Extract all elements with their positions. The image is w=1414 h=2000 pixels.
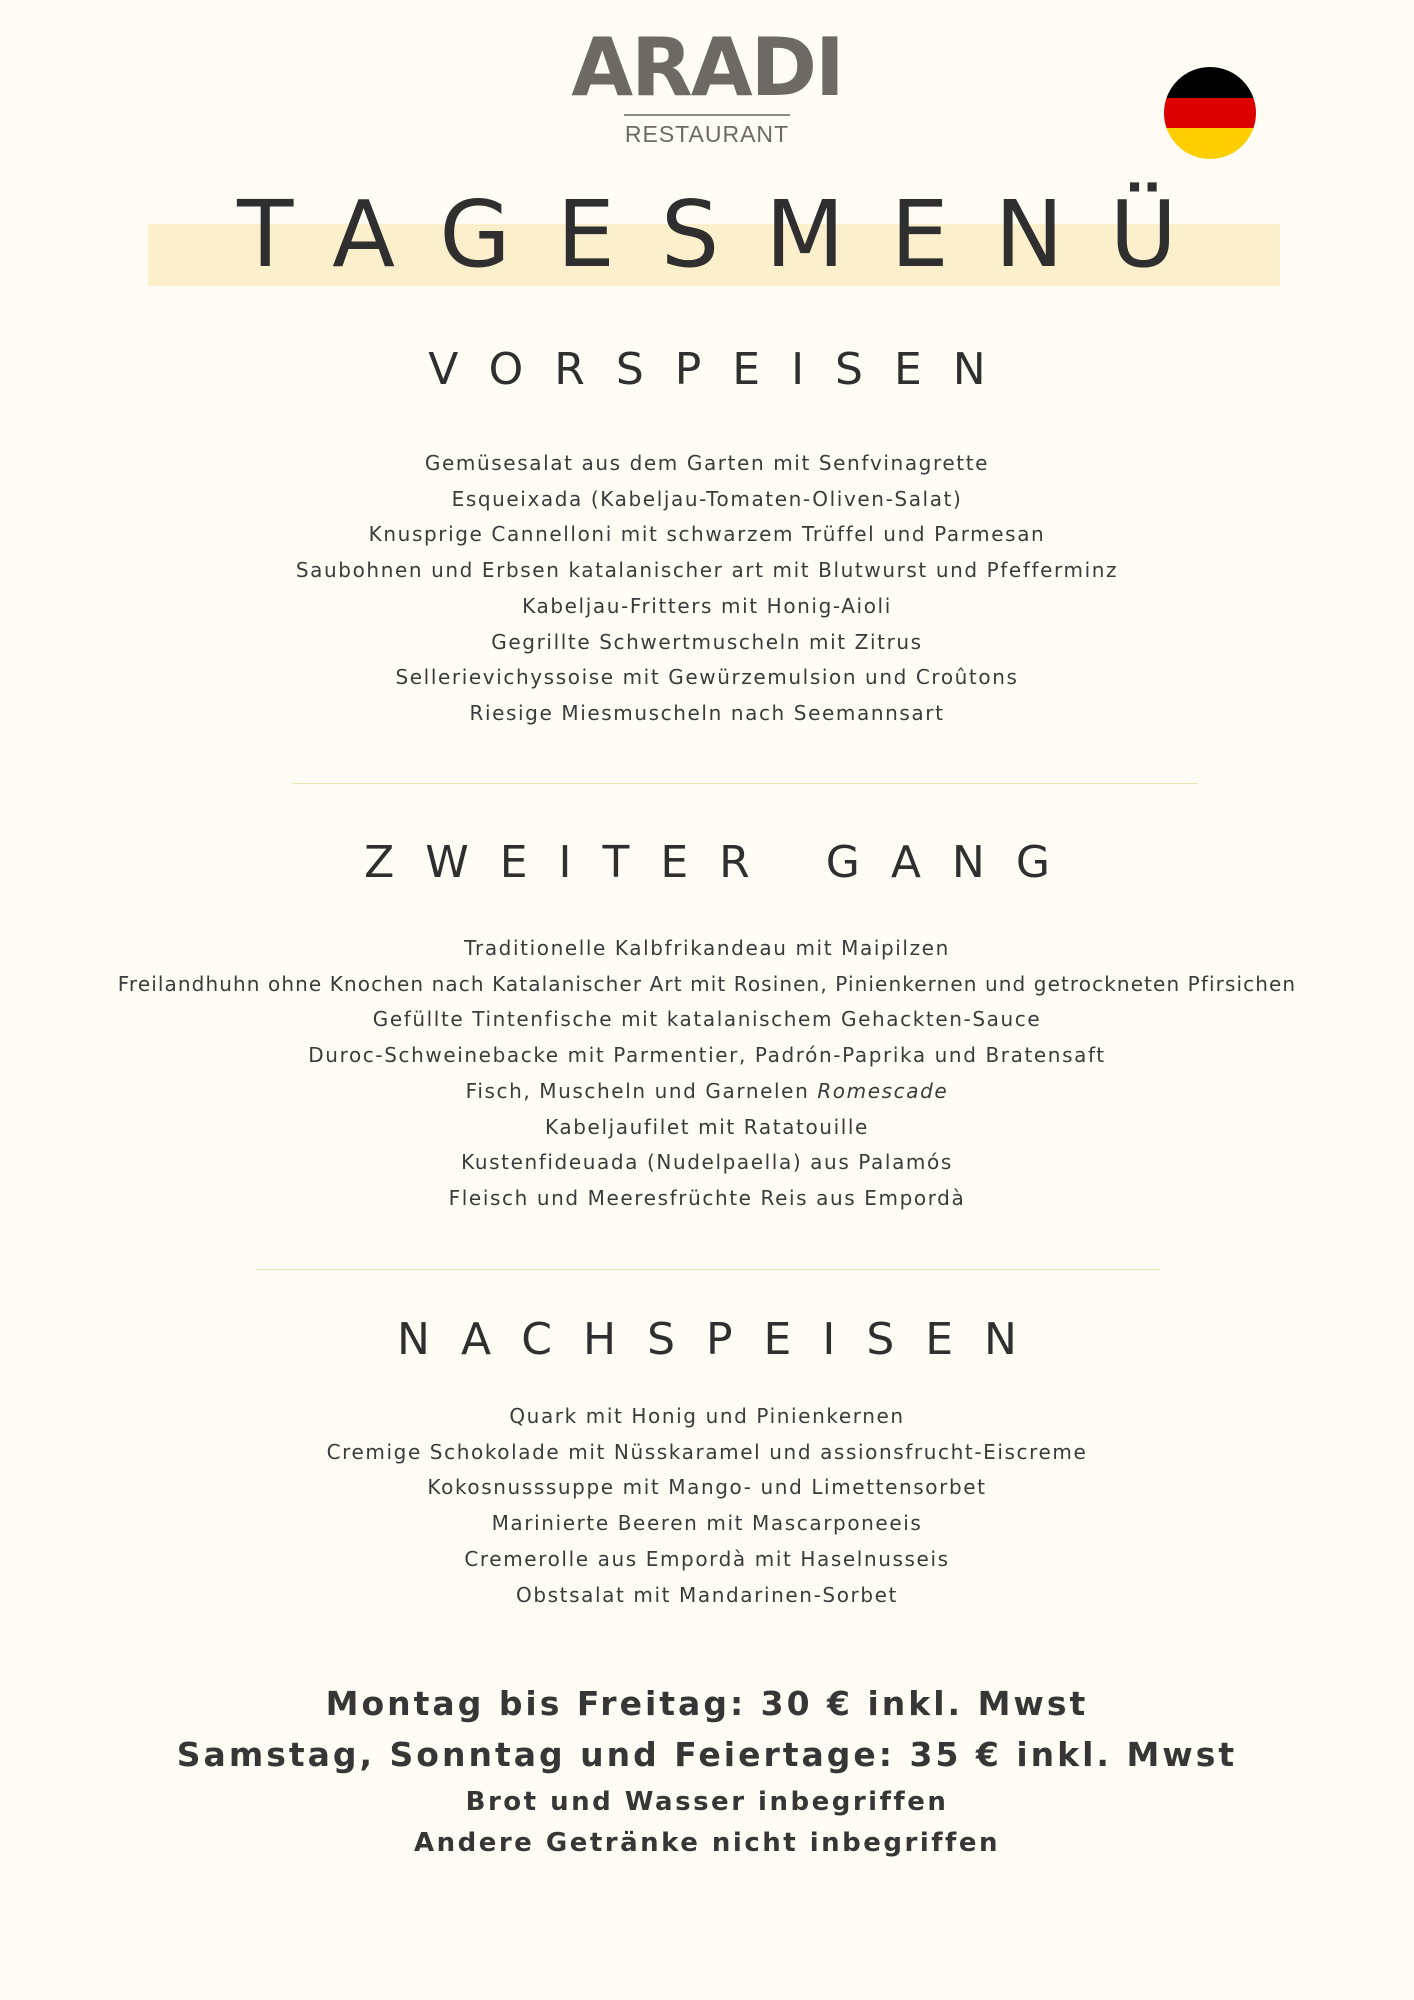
list-item: Cremerolle aus Empordà mit Haselnusseis [464,1546,950,1571]
section-title-vorspeisen: VORSPEISEN [428,344,1017,395]
list-item: Riesige Miesmuscheln nach Seemannsart [469,700,945,725]
list-item [0,1074,1414,1110]
list-item: Kokosnusssuppe mit Mango- und Limettensorbet [427,1475,987,1500]
note-included: Brot und Wasser inbegriffen [465,1787,949,1817]
list-item: Traditionelle Kalbfrikandeau mit Maipilzen [464,936,950,960]
list-item: Saubohnen und Erbsen katalanischer art mit Blutwurst und Pfefferminz [295,558,1119,583]
list-item: Gemüsesalat aus dem Garten mit Senfvinagrette [424,451,990,475]
note-excluded: Andere Getränke nicht inbegriffen [413,1828,1001,1858]
flag-band-gold [1164,128,1256,159]
list-item: Cremige Schokolade mit Nüsskaramel und assionsfrucht-Eiscreme [326,1439,1088,1464]
list-item: Duroc-Schweinebacke mit Parmentier, Padrón-Paprika und Bratensaft [308,1043,1106,1068]
list-item: Kabeljau-Fritters mit Honig-Aioli [522,593,892,618]
german-flag-icon[interactable] [1164,67,1256,159]
section-divider [292,783,1198,784]
logo-divider [624,114,790,116]
page-title: TAGESMENÜ [237,181,1223,288]
list-item: Freilandhuhn ohne Knochen nach Katalanischer Art mit Rosinen, Pinienkernen und getrockneten Pfirsichen [117,971,1297,996]
section-title-nachspeisen: NACHSPEISEN [397,1314,1048,1365]
dish-style-italic: Romescade [817,1078,949,1103]
flag-band-red [1164,98,1256,129]
list-item: Sellerievichyssoise mit Gewürzemulsion und Croûtons [395,665,1019,690]
brand-name: ARADI [571,21,843,114]
dish-list-zweiter-gang [0,931,1414,1217]
dish-text: Fisch, Muscheln und Garnelen [465,1078,818,1103]
list-item: Marinierte Beeren mit Mascarponeeis [491,1511,923,1536]
list-item: Kabeljaufilet mit Ratatouille [545,1114,869,1139]
list-item: Fleisch und Meeresfrüchte Reis aus Empordà [448,1185,966,1210]
list-item: Kustenfideuada (Nudelpaella) aus Palamós [461,1150,953,1175]
list-item: Knusprige Cannelloni mit schwarzem Trüffel und Parmesan [368,522,1046,547]
list-item: Quark mit Honig und Pinienkernen [509,1404,905,1428]
list-item: Esqueixada (Kabeljau-Tomaten-Oliven-Salat) [451,486,963,511]
dish-list-nachspeisen [0,1399,1414,1613]
section-divider [255,1269,1161,1270]
price-weekday: Montag bis Freitag: 30 € inkl. Mwst [325,1684,1089,1723]
price-weekend: Samstag, Sonntag und Feiertage: 35 € inkl. Mwst [176,1735,1238,1774]
brand-subtitle: RESTAURANT [624,121,790,147]
section-title-zweiter-gang: ZWEITER GANG [364,837,1081,888]
list-item: Obstsalat mit Mandarinen-Sorbet [515,1582,898,1607]
dish-list-vorspeisen [0,446,1414,732]
list-item: Gegrillte Schwertmuscheln mit Zitrus [491,629,923,654]
list-item: Gefüllte Tintenfische mit katalanischem Gehackten-Sauce [372,1007,1042,1032]
